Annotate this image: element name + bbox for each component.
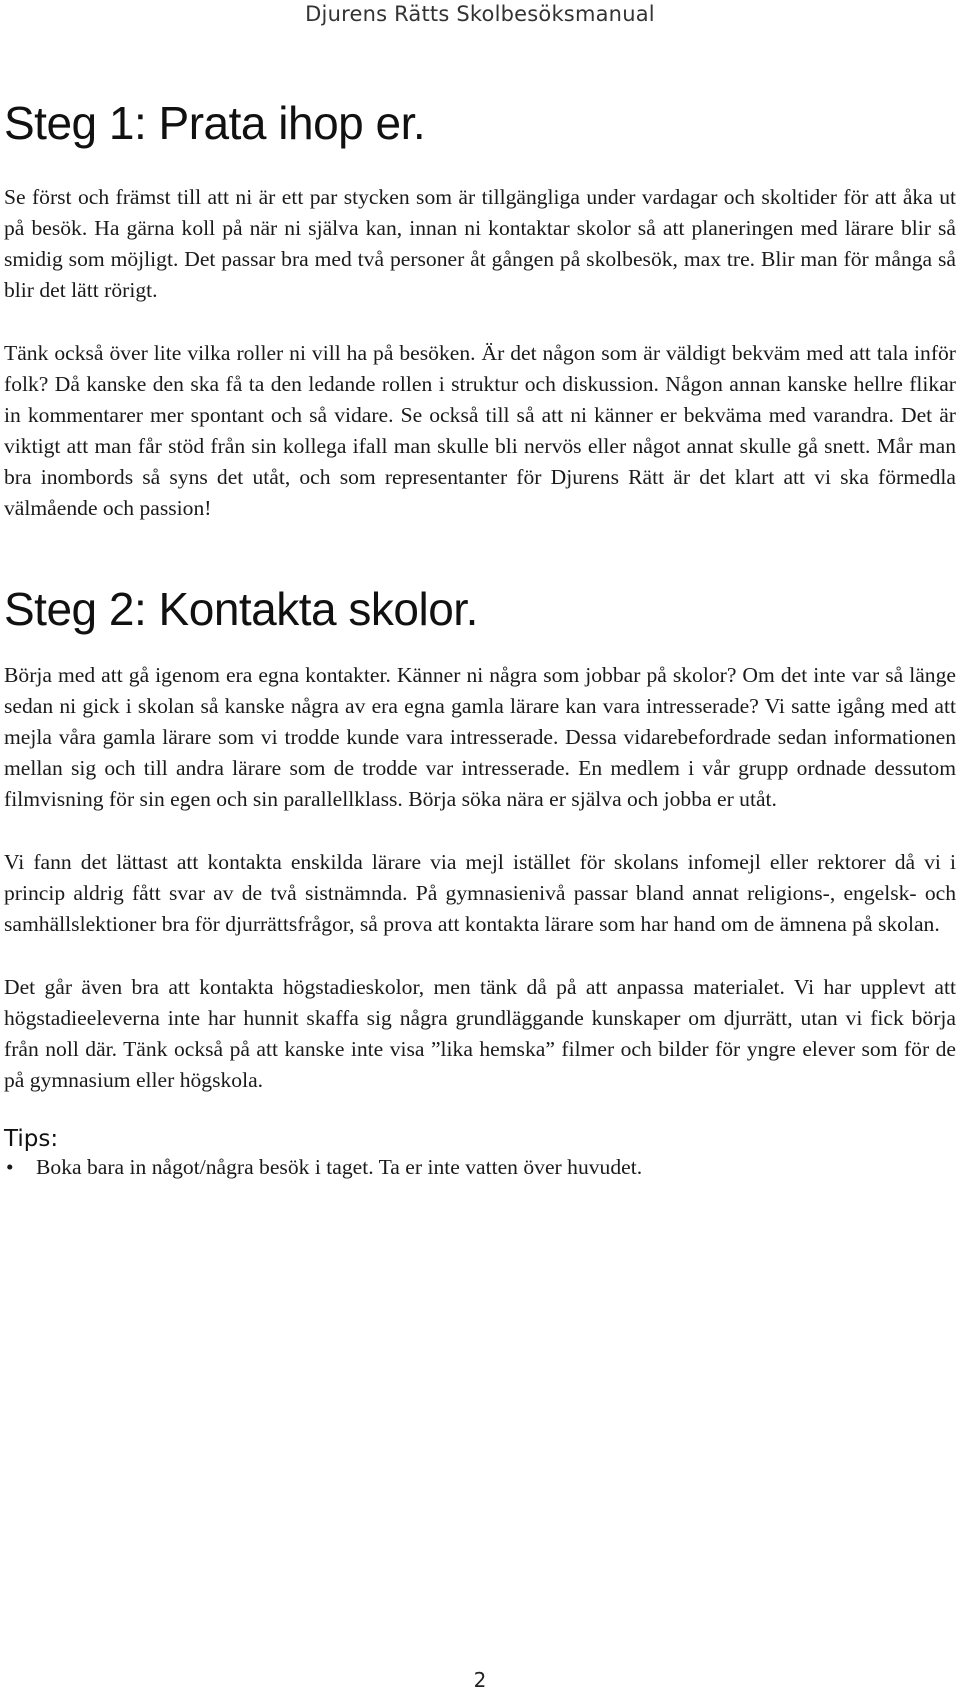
step1-paragraph-1: Se först och främst till att ni är ett par stycken som är tillgängliga under vardagar och skoltider för att åka ut på besök. Ha gärna koll på när ni själva kan, innan ni kontaktar skolor så att planeringen med lärare blir så smidig som möjligt. Det passar bra med två personer åt gången på skolbesök, max tre. Blir man för många så blir det lätt rörigt.: [4, 185, 956, 302]
running-header: Djurens Rätts Skolbesöksmanual: [305, 2, 655, 26]
step2-heading: Steg 2: Kontakta skolor.: [4, 583, 478, 635]
tips-list: [4, 1152, 956, 1183]
step2-paragraph-3: Det går även bra att kontakta högstadieskolor, men tänk då på att anpassa materialet. Vi har upplevt att högstadieeleverna inte har hunnit skaffa sig några grundläggande kunskaper om djurrätt, utan vi fick börja från noll där. Tänk också på att kanske inte visa ”lika hemska” filmer och bilder för yngre elever som för de på gymnasium eller högskola.: [4, 975, 956, 1092]
list-item: [4, 1152, 956, 1183]
step1-heading: Steg 1: Prata ihop er.: [4, 97, 426, 149]
tips-heading: Tips:: [4, 1126, 59, 1152]
page-content: [4, 96, 956, 1183]
step2-paragraph-2: Vi fann det lättast att kontakta enskilda lärare via mejl istället för skolans infomejl eller rektorer då vi i princip aldrig fått svar av de två sistnämnda. På gymnasienivå passar bland annat religions-, engelsk- och samhällslektioner bra för djurrättsfrågor, så prova att kontakta lärare som har hand om de ämnena på skolan.: [4, 850, 956, 936]
page-number: 2: [473, 1668, 487, 1692]
step1-paragraph-2: Tänk också över lite vilka roller ni vill ha på besöken. Är det någon som är väldigt bekväm med att tala inför folk? Då kanske den ska få ta den ledande rollen i struktur och diskussion. Någon annan kanske hellre flikar in kommentarer mer spontant och så vidare. Se också till så att ni känner er bekväma med varandra. Det är viktigt att man får stöd från sin kollega ifall man skulle bli nervös eller något annat skulle gå snett. Mår man bra inombords så syns det utåt, och som representanter för Djurens Rätt är det klart att vi ska förmedla välmående och passion!: [4, 341, 956, 520]
tips-item-text: Boka bara in något/några besök i taget. Ta er inte vatten över huvudet.: [36, 1155, 643, 1179]
step2-paragraph-1: Börja med att gå igenom era egna kontakter. Känner ni några som jobbar på skolor? Om det inte var så länge sedan ni gick i skolan så kanske några av era egna gamla lärare kan vara intresserade? Vi satte igång med att mejla våra gamla lärare som vi trodde kunde vara intresserade. Dessa vidarebefordrade sedan informationen mellan sig och till andra lärare som de trodde var intresserade. En medlem i vår grupp ordnade dessutom filmvisning för sin egen och sin parallellklass. Börja söka nära er själva och jobba er utåt.: [4, 663, 956, 811]
bullet-icon: •: [6, 1155, 14, 1179]
